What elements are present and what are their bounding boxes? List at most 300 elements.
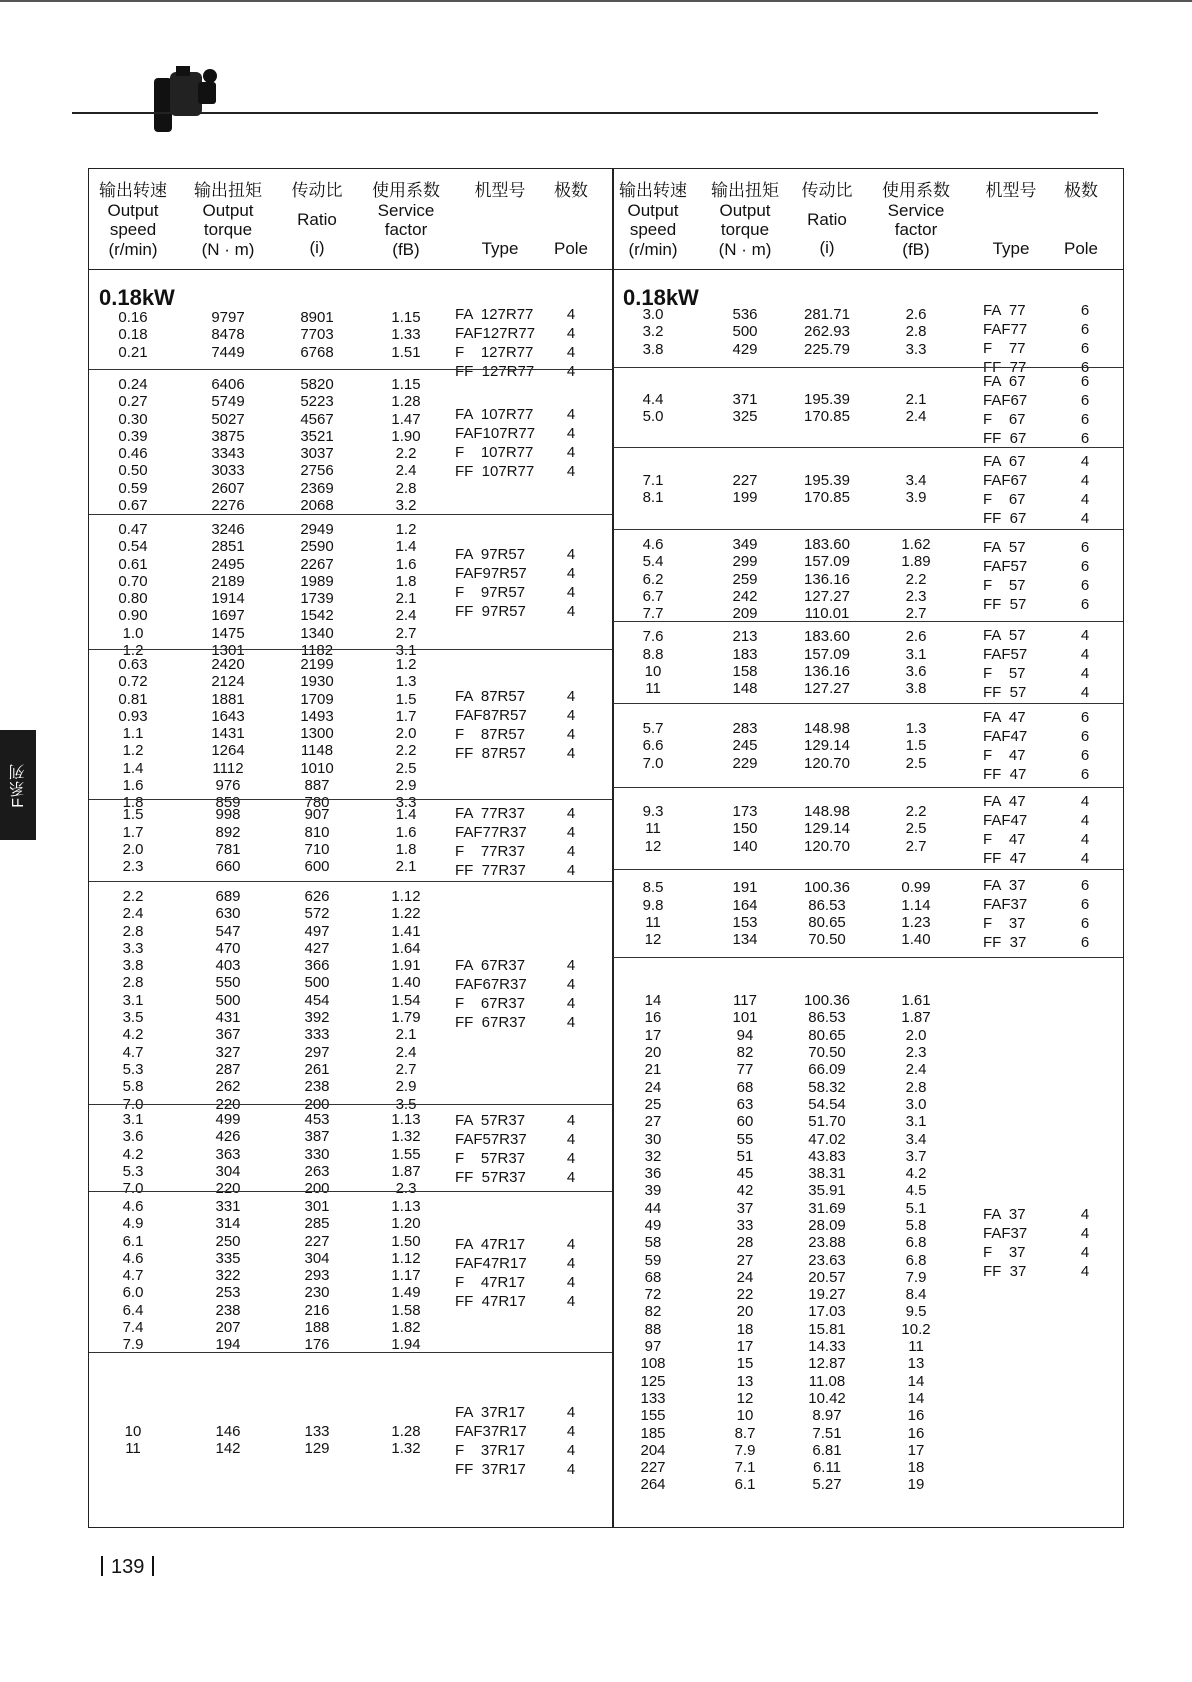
cell: 19 [907, 1476, 925, 1494]
cell: 2.0 [395, 725, 417, 743]
header-type: 机型号 Type [474, 181, 526, 258]
cell: 164 [732, 896, 758, 914]
cell: 1.61 [901, 992, 931, 1010]
cell: 70.50 [808, 1044, 846, 1062]
type-column [455, 687, 527, 763]
cell: 220 [215, 1180, 241, 1198]
cell: 262 [215, 1078, 241, 1096]
cell: 6 [1080, 728, 1090, 745]
cell: F 37 [983, 915, 1026, 932]
cell: 4 [1080, 1244, 1090, 1261]
cell: 100.36 [804, 992, 850, 1010]
cell: 453 [304, 1111, 330, 1128]
cell: 1.7 [122, 823, 144, 841]
cell: 155 [640, 1407, 666, 1425]
cell: 133 [304, 1423, 330, 1441]
cell: FA 67 [983, 453, 1026, 470]
cell: 0.81 [118, 690, 148, 708]
cell: 281.71 [804, 306, 850, 324]
cell: 2189 [211, 572, 245, 590]
cell: 1.7 [395, 707, 417, 725]
cell: 4 [566, 424, 576, 442]
cell: 6.8 [905, 1234, 927, 1252]
cell: 227 [640, 1459, 666, 1477]
cell: 1340 [300, 624, 334, 642]
cell: 1989 [300, 572, 334, 590]
cell: FF 67 [983, 510, 1027, 527]
cell: 12 [644, 931, 662, 949]
cell: 4 [566, 688, 576, 705]
cell: 2124 [211, 673, 245, 691]
cell: 4 [1080, 793, 1090, 810]
cell: FAF67 [983, 392, 1028, 409]
cell: 216 [304, 1301, 330, 1319]
spec-block [613, 529, 1123, 622]
cell: 100.36 [804, 879, 850, 897]
power-rating-right: 0.18kW [623, 285, 699, 310]
cell: 781 [215, 840, 241, 858]
cell: 3.5 [395, 1095, 417, 1113]
ratio-column [804, 306, 850, 358]
cell: 536 [732, 306, 758, 324]
cell: 54.54 [808, 1095, 846, 1113]
cell: 0.46 [118, 445, 148, 463]
cell: 6.0 [122, 1284, 144, 1302]
cell: 12.87 [808, 1355, 846, 1373]
cell: FF 47R17 [455, 1292, 526, 1310]
ratio-column [804, 879, 850, 948]
cell: 6 [1080, 373, 1090, 390]
cell: 8478 [211, 326, 245, 344]
cell: 371 [732, 390, 758, 408]
cell: 195.39 [804, 390, 850, 408]
torque-column [211, 376, 244, 514]
cell: 3875 [211, 427, 245, 445]
header-service-factor: 使用系数 Service factor (fB) [372, 181, 440, 259]
cell: 1431 [211, 725, 245, 743]
spec-block [613, 869, 1123, 958]
cell: 497 [304, 922, 330, 940]
cell: 3.8 [905, 680, 927, 698]
left-table-header [89, 169, 613, 270]
cell: 261 [304, 1060, 330, 1078]
cell: 6768 [300, 343, 334, 361]
cell: 1.12 [391, 1249, 421, 1267]
cell: 1.54 [391, 991, 421, 1009]
cell: 6406 [211, 376, 245, 393]
service-factor-column [906, 391, 927, 426]
cell: 4 [566, 462, 576, 480]
pole-column [567, 956, 575, 1032]
cell: 0.93 [118, 707, 148, 725]
cell: 1881 [211, 690, 245, 708]
spec-block [89, 1352, 613, 1528]
cell: 3.1 [395, 642, 417, 660]
cell: 1.15 [391, 309, 421, 327]
cell: 129.14 [804, 737, 850, 755]
cell: 5.4 [642, 553, 664, 571]
type-column [455, 545, 527, 621]
cell: 2.2 [122, 888, 144, 905]
cell: FA 47 [983, 709, 1026, 726]
cell: 1.87 [391, 1162, 421, 1180]
cell: 4 [1080, 665, 1090, 682]
cell: 1.28 [391, 393, 421, 411]
cell: 9.8 [642, 896, 664, 914]
cell: 157.09 [804, 645, 850, 663]
torque-column [215, 888, 240, 1113]
cell: 710 [304, 840, 330, 858]
cell: 3.1 [905, 645, 927, 663]
cell: 429 [732, 340, 758, 358]
cell: FAF87R57 [455, 707, 527, 724]
spec-block [613, 367, 1123, 448]
cell: 2.5 [905, 754, 927, 772]
cell: 5.3 [122, 1162, 144, 1180]
cell: 3.4 [905, 1130, 927, 1148]
cell: 2199 [300, 656, 334, 673]
type-column [983, 452, 1027, 528]
cell: 250 [215, 1232, 241, 1250]
type-column [455, 956, 527, 1032]
cell: 12 [644, 837, 662, 855]
cell: 5.3 [122, 1060, 144, 1078]
cell: F 77R37 [455, 843, 526, 860]
cell: 6 [1080, 411, 1090, 428]
cell: 238 [304, 1078, 330, 1096]
cell: 129 [304, 1440, 330, 1458]
speed-column [640, 992, 665, 1494]
cell: 285 [304, 1215, 330, 1233]
cell: 0.90 [118, 607, 148, 625]
cell: 148.98 [804, 803, 850, 821]
cell: F 57 [983, 665, 1026, 682]
cell: 9.3 [642, 803, 664, 821]
cell: 39 [644, 1182, 662, 1200]
cell: 7.7 [642, 605, 664, 623]
type-column [983, 792, 1027, 868]
cell: 3.3 [905, 340, 927, 358]
cell: 8901 [300, 309, 334, 327]
cell: 101 [732, 1009, 758, 1027]
cell: 4567 [300, 410, 334, 428]
cell: 129.14 [804, 820, 850, 838]
cell: 173 [732, 803, 758, 821]
cell: 35.91 [808, 1182, 846, 1200]
page-number: 139 [93, 1556, 162, 1579]
spec-block [613, 621, 1123, 704]
cell: 1.13 [391, 1198, 421, 1215]
spec-block [89, 369, 613, 515]
cell: 4 [566, 1273, 576, 1291]
header-speed: 输出转速 Output speed (r/min) [619, 181, 687, 259]
cell: 2369 [300, 479, 334, 497]
cell: 1.4 [395, 538, 417, 556]
cell: 6.7 [642, 587, 664, 605]
cell: 0.63 [118, 656, 148, 673]
cell: 1.8 [395, 840, 417, 858]
cell: 158 [732, 662, 758, 680]
cell: 3.1 [122, 1111, 144, 1128]
cell: 5749 [211, 393, 245, 411]
cell: FAF57 [983, 558, 1028, 575]
cell: 59 [644, 1251, 662, 1269]
cell: 1542 [300, 607, 334, 625]
cell: 4 [566, 1149, 576, 1167]
cell: 8.7 [734, 1424, 756, 1442]
speed-column [123, 1198, 144, 1354]
cell: 5027 [211, 410, 245, 428]
cell: 2.8 [395, 479, 417, 497]
cell: 293 [304, 1267, 330, 1285]
cell: 11 [645, 913, 661, 931]
pole-column [567, 545, 575, 621]
type-column [455, 1403, 527, 1479]
cell: 1.58 [391, 1301, 421, 1319]
cell: 5.8 [905, 1217, 927, 1234]
speed-column [643, 628, 664, 697]
torque-column [732, 720, 757, 772]
cell: 2.2 [905, 803, 927, 821]
ratio-column [304, 1111, 329, 1197]
type-column [455, 804, 527, 880]
cell: 314 [215, 1215, 241, 1233]
torque-column [732, 803, 757, 855]
cell: 0.99 [901, 879, 931, 897]
cell: 4 [566, 1111, 576, 1129]
cell: 68 [644, 1268, 662, 1286]
cell: 183.60 [804, 536, 850, 553]
cell: 227 [304, 1232, 330, 1250]
cell: 5.7 [642, 720, 664, 738]
cell: 3.4 [905, 471, 927, 489]
cell: 4 [566, 1422, 576, 1440]
cell: 810 [304, 823, 330, 841]
cell: 1.8 [122, 794, 144, 812]
cell: 3.9 [905, 488, 927, 506]
cell: 213 [732, 628, 758, 646]
cell: 17 [644, 1026, 662, 1044]
cell: 1264 [211, 742, 245, 760]
cell: 2949 [300, 521, 334, 538]
cell: 6 [1080, 321, 1090, 338]
cell: 86.53 [808, 1009, 846, 1027]
cell: 4 [1080, 491, 1090, 508]
cell: 330 [304, 1145, 330, 1163]
cell: 11 [645, 820, 661, 838]
pole-column [1081, 876, 1089, 952]
cell: 4 [566, 862, 576, 879]
cell: 1.79 [391, 1009, 421, 1027]
cell: 2276 [211, 497, 245, 515]
ratio-column [304, 1198, 329, 1354]
speed-column [123, 888, 144, 1113]
cell: 4 [566, 994, 576, 1012]
cell: 23.63 [808, 1251, 846, 1269]
ratio-column [304, 1423, 329, 1458]
cell: 3.2 [642, 323, 664, 341]
type-column [983, 301, 1027, 377]
cell: 349 [732, 536, 758, 553]
cell: 4.2 [122, 1026, 144, 1044]
cell: 15.81 [808, 1320, 846, 1338]
cell: 4 [566, 405, 576, 423]
cell: 6 [1080, 766, 1090, 783]
cell: 6.4 [122, 1301, 144, 1319]
cell: 25 [644, 1095, 662, 1113]
cell: 17 [907, 1441, 925, 1459]
top-rule [0, 0, 1192, 2]
cell: 2.7 [395, 624, 417, 642]
cell: 427 [304, 939, 330, 957]
cell: 6 [1080, 596, 1090, 613]
cell: 32 [644, 1147, 662, 1165]
service-factor-column [901, 879, 930, 948]
cell: 2.1 [905, 390, 927, 408]
cell: FF 37 [983, 1263, 1027, 1280]
cell: 1.89 [901, 553, 931, 571]
cell: 2.4 [905, 1061, 927, 1079]
cell: 1739 [300, 590, 334, 608]
cell: 82 [644, 1303, 662, 1321]
cell: F 67R37 [455, 994, 526, 1012]
cell: 4 [566, 1292, 576, 1310]
cell: 70.50 [808, 931, 846, 949]
cell: 283 [732, 720, 758, 738]
cell: 110.01 [804, 605, 850, 623]
cell: 3.1 [122, 991, 144, 1009]
cell: 8.4 [905, 1286, 927, 1304]
cell: 4 [566, 805, 576, 822]
cell: 120.70 [804, 837, 850, 855]
cell: 0.61 [118, 555, 148, 573]
cell: 28 [736, 1234, 754, 1252]
cell: 1.32 [391, 1128, 421, 1146]
ratio-column [804, 803, 850, 855]
cell: F 57R37 [455, 1149, 526, 1167]
cell: 77 [736, 1061, 754, 1079]
cell: FF 67R37 [455, 1013, 526, 1031]
speed-column [643, 803, 664, 855]
cell: 6 [1080, 558, 1090, 575]
service-factor-column [396, 806, 417, 875]
cell: 392 [304, 1009, 330, 1027]
cell: FF 77R37 [455, 862, 526, 879]
cell: 4 [566, 344, 576, 361]
speed-column [123, 1111, 144, 1197]
cell: 127.27 [804, 587, 850, 605]
cell: 150 [732, 820, 758, 838]
cell: FAF47 [983, 728, 1028, 745]
cell: 4 [566, 602, 576, 620]
ratio-column [804, 536, 850, 622]
pole-column [1081, 1205, 1089, 1281]
cell: 1.5 [395, 690, 417, 708]
cell: 6 [1080, 709, 1090, 726]
cell: 200 [304, 1180, 330, 1198]
cell: 11 [645, 680, 661, 698]
cell: 0.50 [118, 462, 148, 480]
cell: 136.16 [804, 570, 850, 588]
cell: 335 [215, 1249, 241, 1267]
cell: F 47R17 [455, 1273, 526, 1291]
cell: 2607 [211, 479, 245, 497]
cell: 63 [736, 1095, 754, 1113]
cell: 38.31 [808, 1165, 846, 1183]
cell: 3.5 [122, 1009, 144, 1027]
cell: 1709 [300, 690, 334, 708]
cell: 2068 [300, 497, 334, 515]
torque-column [732, 306, 757, 358]
cell: 60 [736, 1113, 754, 1131]
cell: 4 [1080, 850, 1090, 867]
cell: 4.6 [122, 1198, 144, 1215]
cell: 8.97 [812, 1407, 842, 1425]
cell: 6.2 [642, 570, 664, 588]
pole-column [1081, 301, 1089, 377]
cell: 1.32 [391, 1440, 421, 1458]
cell: 366 [304, 957, 330, 975]
right-table [612, 168, 1124, 1528]
cell: 2.4 [395, 462, 417, 480]
cell: 4.2 [122, 1145, 144, 1163]
cell: 4.2 [905, 1165, 927, 1183]
cell: 6 [1080, 896, 1090, 913]
cell: 4 [566, 1460, 576, 1478]
cell: 1.3 [395, 673, 417, 691]
cell: 58 [644, 1234, 662, 1252]
cell: 1.62 [901, 536, 931, 553]
spec-block [613, 297, 1123, 376]
service-factor-column [391, 1111, 420, 1197]
cell: 263 [304, 1162, 330, 1180]
cell: 550 [215, 974, 241, 992]
cell: 31.69 [808, 1199, 846, 1217]
cell: 2.4 [905, 407, 927, 425]
cell: 1.22 [391, 905, 421, 923]
cell: 0.39 [118, 427, 148, 445]
cell: 200 [304, 1095, 330, 1113]
cell: 230 [304, 1284, 330, 1302]
cell: 3.6 [122, 1128, 144, 1146]
cell: F 97R57 [455, 583, 526, 601]
cell: 194 [215, 1336, 241, 1354]
torque-column [215, 1423, 240, 1458]
cell: 2.9 [395, 1078, 417, 1096]
spec-block [89, 301, 613, 380]
torque-column [732, 992, 757, 1494]
cell: F 107R77 [455, 443, 534, 461]
torque-column [211, 309, 244, 361]
cell: FF 127R77 [455, 363, 535, 380]
cell: 204 [640, 1441, 666, 1459]
cell: 80.65 [808, 913, 846, 931]
type-column [983, 372, 1027, 448]
cell: 1.94 [391, 1336, 421, 1354]
cell: 16 [907, 1424, 925, 1442]
cell: 6 [1080, 359, 1090, 376]
cell: 14 [907, 1389, 925, 1407]
cell: F 77 [983, 340, 1026, 357]
cell: 6.1 [734, 1476, 756, 1494]
cell: 431 [215, 1009, 241, 1027]
cell: 6 [1080, 392, 1090, 409]
cell: 1.8 [395, 572, 417, 590]
speed-column [118, 656, 147, 812]
cell: 547 [215, 922, 241, 940]
cell: FA 37 [983, 877, 1026, 894]
torque-column [732, 879, 757, 948]
